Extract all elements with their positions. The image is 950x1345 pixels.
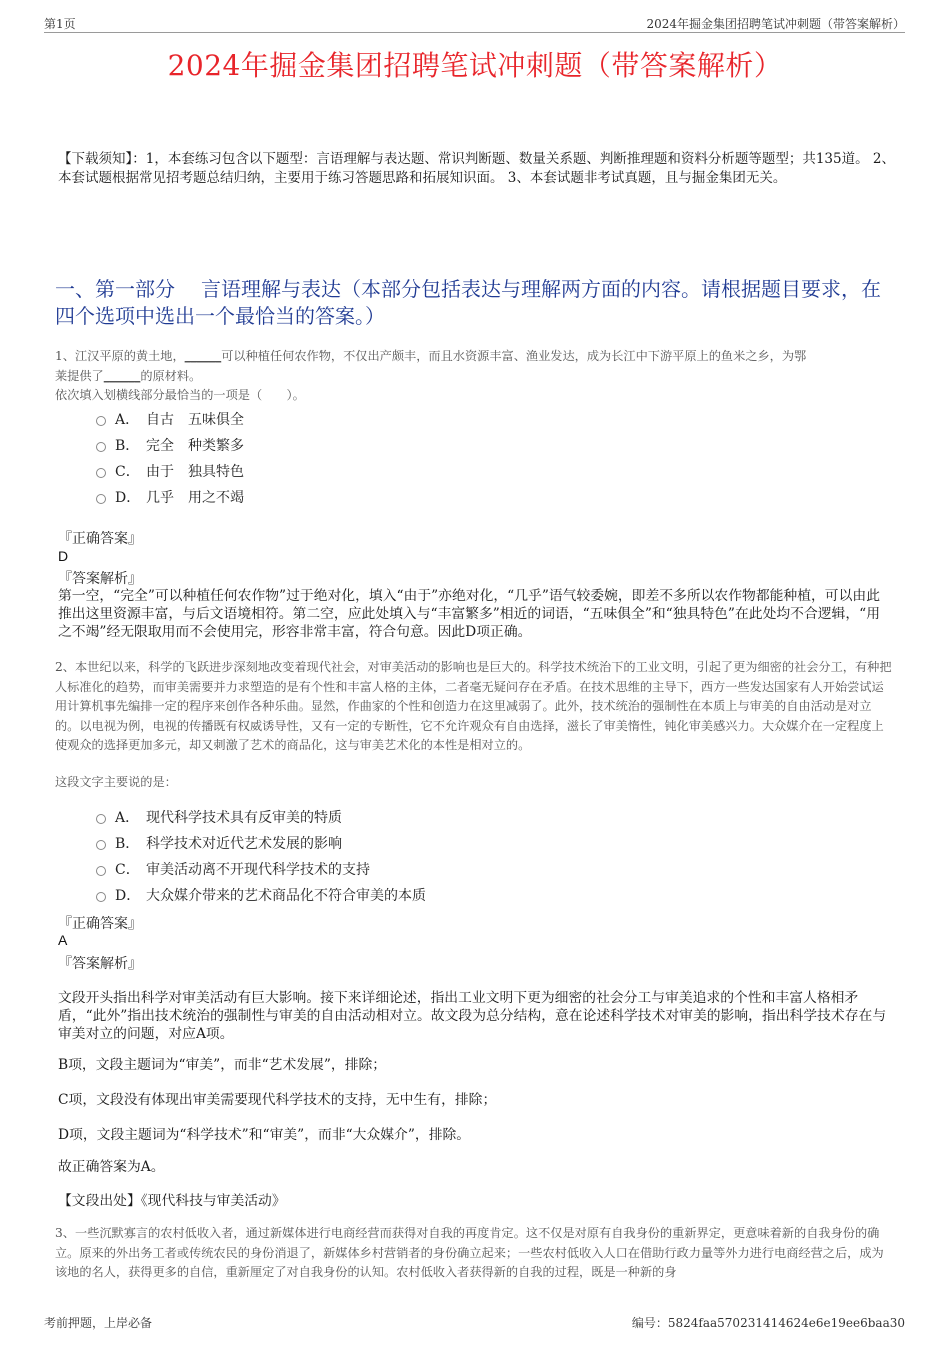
option-d[interactable]: D． 几乎 用之不竭: [96, 484, 244, 510]
page-footer: [44, 1314, 905, 1330]
analysis-paragraph: 文段开头指出科学对审美活动有巨大影响。接下来详细论述，指出工业文明下更为细密的社会分工与审美追求的个性和丰富人格相矛盾，“此外”指出技术统治的强制性与审美的自由活动相对立。故文段为总分结构，意在论述科学技术对审美的影响，指出科学技术存在与审美对立的问题，对应A项。: [58, 990, 887, 1042]
page-title: 2024年掘金集团招聘笔试冲刺题（带答案解析）: [167, 49, 783, 82]
analysis-paragraph: D项，文段主题词为“科学技术”和“审美”，而非“大众媒介”，排除。: [58, 1127, 471, 1143]
question-3-passage: 3、一些沉默寡言的农村低收入者，通过新媒体进行电商经营而获得对自我的再度肯定。这不仅是对原有自我身份的重新界定，更意味着新的自我身份的确立。原来的外出务工者或传统农民的身份消退了，新媒体乡村营销者的身份确立起来；一些农村低收入人口在借助行政力量等外力进行电商经营之后，成为该地的名人，获得更多的自信，重新厘定了对自我身份的认知。农村低收入者获得新的自我的过程，既是一种新的身: [55, 1226, 884, 1279]
header-doc-title: 2024年掘金集团招聘笔试冲刺题（带答案解析）: [646, 17, 905, 31]
page-header: [44, 14, 905, 33]
question-2-options: [96, 804, 426, 908]
option-a[interactable]: A． 自古 五味俱全: [96, 406, 244, 432]
question-2-prompt: 这段文字主要说的是：: [55, 775, 177, 789]
analysis-paragraph: B项，文段主题词为“审美”，而非“艺术发展”，排除；: [58, 1057, 387, 1073]
option-a[interactable]: A． 现代科学技术具有反审美的特质: [96, 804, 426, 830]
analysis-label: 『答案解析』: [58, 571, 142, 587]
question-1-stem: 1、江汉平原的黄土地，______可以种植任何农作物，不仅出产颇丰，而且水资源丰富、渔业发达，成为长江中下游平原上的鱼米之乡，为鄂 莱提供了______的原材料。 依次填入划横线部分最恰当的一项是（ ）。: [55, 349, 807, 402]
question-1-prompt: 依次填入划横线部分最恰当的一项是（ ）。: [55, 388, 305, 402]
blank-2: ______: [103, 368, 141, 383]
radio-icon[interactable]: [96, 416, 106, 426]
option-c[interactable]: C． 由于 独具特色: [96, 458, 244, 484]
option-b[interactable]: B． 科学技术对近代艺术发展的影响: [96, 830, 426, 856]
section-description: 言语理解与表达（本部分包括表达与理解两方面的内容。请根据题目要求，在四个选项中选出一个最恰当的答案。）: [55, 277, 881, 328]
section-part: 一、第一部分: [55, 277, 175, 301]
answer-label: 『正确答案』: [58, 531, 142, 547]
analysis-label: 『答案解析』: [58, 956, 142, 972]
radio-icon[interactable]: [96, 814, 106, 824]
analysis-paragraph: C项，文段没有体现出审美需要现代科学技术的支持，无中生有，排除；: [58, 1092, 497, 1108]
source-note: 【文段出处】《现代科技与审美活动》: [58, 1193, 286, 1209]
option-c[interactable]: C． 审美活动离不开现代科学技术的支持: [96, 856, 426, 882]
download-notice: 【下载须知】：1，本套练习包含以下题型：言语理解与表达题、常识判断题、数量关系题、判断推理题和资料分析题等题型；共135道。 2、本套试题根据常见招考题总结归纳，主要用于练习答题思路和拓展知识面。 3、本套试题非考试真题，且与掘金集团无关。: [58, 151, 895, 186]
answer-label: 『正确答案』: [58, 916, 142, 932]
question-2-passage: 2、本世纪以来，科学的飞跃进步深刻地改变着现代社会，对审美活动的影响也是巨大的。科学技术统治下的工业文明，引起了更为细密的社会分工，有种把人标准化的趋势，而审美需要并力求塑造的是有个性和丰富人格的主体，二者毫无疑问存在矛盾。在技术思维的主导下，西方一些发达国家有人开始尝试运用计算机事先编排一定的程序来创作各种乐曲。显然，作曲家的个性和创造力在这里减弱了。此外，技术统治的强制性在本质上与审美的自由活动是对立的。以电视为例，电视的传播既有权威诱导性，又有一定的专断性，它不允许观众有自由选择，滋长了审美惰性，钝化审美感兴力。大众媒介在一定程度上使观众的选择更加多元，却又刺激了艺术的商品化，这与审美艺术化的本性是相对立的。: [55, 660, 892, 752]
radio-icon[interactable]: [96, 468, 106, 478]
radio-icon[interactable]: [96, 494, 106, 504]
radio-icon[interactable]: [96, 892, 106, 902]
document-id: 编号：5824faa570231414624e6e19ee6baa30: [631, 1316, 905, 1330]
blank-1: ______: [184, 349, 222, 363]
page-number: 第1页: [44, 17, 76, 31]
analysis-text: 第一空，“完全”可以种植任何农作物”过于绝对化，填入“由于”亦绝对化，“几乎”语气较委婉，即差不多所以农作物都能种植，可以由此推出这里资源丰富，与后文语境相符。第二空，应此处填入与“丰富繁多”相近的词语，“五味俱全”和“独具特色”在此处均不合逻辑，“用之不竭”经无限取用而不会使用完，形容非常丰富，符合句意。因此D项正确。: [58, 588, 880, 640]
question-1-options: [96, 406, 244, 510]
radio-icon[interactable]: [96, 840, 106, 850]
option-d[interactable]: D． 大众媒介带来的艺术商品化不符合审美的本质: [96, 882, 426, 908]
analysis-paragraph: 故正确答案为A。: [58, 1159, 165, 1175]
radio-icon[interactable]: [96, 866, 106, 876]
correct-answer: D: [58, 548, 69, 564]
radio-icon[interactable]: [96, 442, 106, 452]
correct-answer: A: [58, 932, 68, 948]
footer-slogan: 考前押题，上岸必备: [44, 1316, 153, 1330]
option-b[interactable]: B． 完全 种类繁多: [96, 432, 244, 458]
section-heading: [55, 276, 895, 330]
